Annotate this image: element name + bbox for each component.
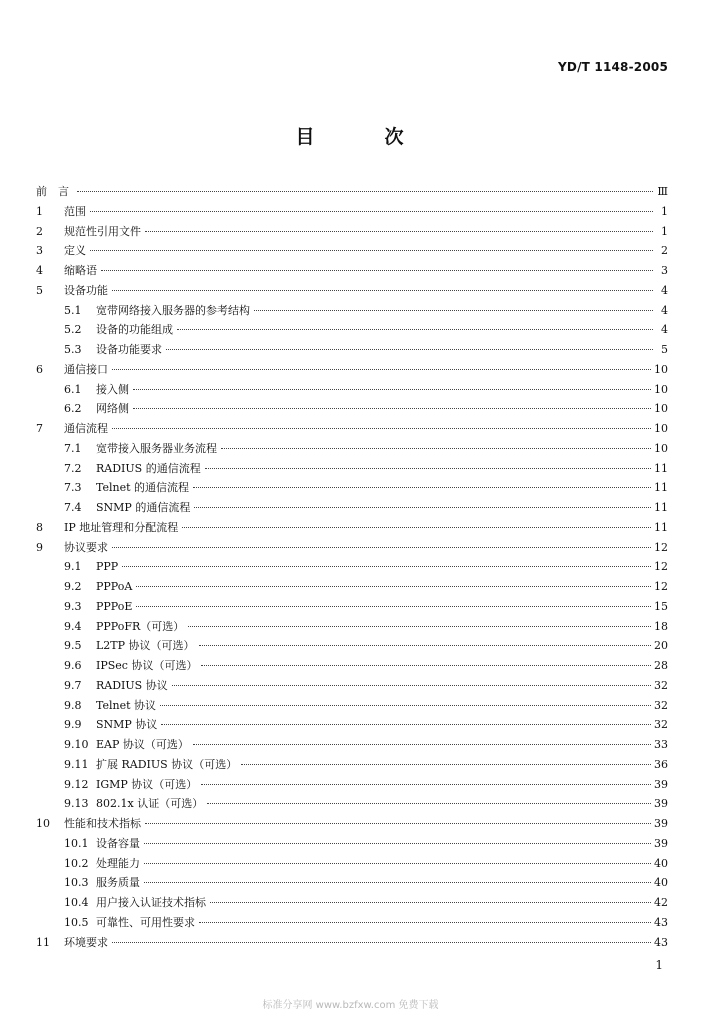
toc-entry-number: 7.2 <box>64 461 82 475</box>
toc-entry-title: 服务质量 <box>96 876 140 890</box>
toc-entry-number: 8 <box>36 520 43 534</box>
toc-entry[interactable] <box>36 419 668 439</box>
toc-entry-number: 9.10 <box>64 738 89 751</box>
toc-entry-page: 43 <box>654 915 668 929</box>
toc-entry-page: Ⅲ <box>657 185 668 198</box>
toc-leader-dots <box>145 231 653 232</box>
toc-entry-page: 12 <box>654 580 668 593</box>
toc-entry-page: 39 <box>654 836 668 850</box>
toc-entry[interactable] <box>36 814 668 834</box>
toc-entry-page: 39 <box>654 777 668 791</box>
toc-entry-title: PPPoFR（可选） <box>96 619 185 633</box>
toc-entry-title: 缩略语 <box>64 264 97 277</box>
toc-entry[interactable] <box>36 933 668 953</box>
toc-entry-page: 36 <box>654 757 668 771</box>
toc-entry[interactable] <box>36 399 668 419</box>
toc-entry-number: 1 <box>36 204 43 218</box>
page-number: 1 <box>655 958 663 972</box>
toc-entry[interactable] <box>36 360 668 380</box>
toc-entry-number: 9.11 <box>64 757 89 771</box>
toc-leader-dots <box>133 408 651 409</box>
toc-entry-title: Telnet 协议 <box>96 698 157 712</box>
toc-leader-dots <box>210 902 651 903</box>
toc-entry[interactable] <box>36 794 668 814</box>
toc-entry-number: 11 <box>36 935 50 949</box>
toc-entry-page: 15 <box>654 599 668 613</box>
watermark: 标准分享网 www.bzfxw.com 免费下载 <box>262 1000 439 1011</box>
toc-entry-title: 设备功能要求 <box>96 343 162 356</box>
toc-leader-dots <box>194 507 651 508</box>
toc-leader-dots <box>201 784 651 785</box>
toc-entry-page: 28 <box>654 659 668 672</box>
toc-entry-number: 9.2 <box>64 580 82 593</box>
toc-entry-number: 前 言 <box>36 185 69 198</box>
table-of-contents <box>36 182 668 952</box>
toc-leader-dots <box>199 922 651 923</box>
toc-entry-title: 网络侧 <box>96 402 129 416</box>
toc-entry[interactable] <box>36 597 668 617</box>
toc-entry-number: 7.3 <box>64 481 82 495</box>
toc-entry-number: 5.2 <box>64 323 82 337</box>
toc-entry-number: 2 <box>36 224 43 238</box>
toc-entry-number: 10.1 <box>64 836 89 850</box>
toc-entry[interactable] <box>36 893 668 913</box>
toc-entry-number: 7.1 <box>64 441 82 455</box>
toc-entry-number: 9.9 <box>64 718 82 732</box>
toc-entry-number: 6 <box>36 362 43 376</box>
toc-entry[interactable] <box>36 498 668 518</box>
toc-leader-dots <box>112 369 651 370</box>
toc-entry-title: 宽带网络接入服务器的参考结构 <box>96 303 250 317</box>
toc-entry-page: 4 <box>661 283 668 297</box>
toc-entry-title: 性能和技术指标 <box>64 817 141 830</box>
toc-entry-title: RADIUS 协议 <box>96 678 168 692</box>
toc-entry-page: 32 <box>654 678 668 692</box>
toc-entry-page: 1 <box>661 204 668 218</box>
toc-entry-title: SNMP 协议 <box>96 718 158 732</box>
toc-entry-page: 33 <box>654 738 668 751</box>
toc-entry[interactable] <box>36 834 668 854</box>
toc-entry-title: 规范性引用文件 <box>64 224 141 238</box>
toc-leader-dots <box>193 487 651 488</box>
toc-entry-number: 5.1 <box>64 303 82 317</box>
toc-leader-dots <box>201 665 651 666</box>
toc-leader-dots <box>172 685 651 686</box>
toc-leader-dots <box>90 211 653 212</box>
toc-entry-title: 环境要求 <box>64 935 108 949</box>
toc-entry-page: 32 <box>654 718 668 732</box>
toc-entry-title: IP 地址管理和分配流程 <box>64 520 179 534</box>
toc-entry-number: 10.2 <box>64 856 89 870</box>
toc-leader-dots <box>112 428 651 429</box>
toc-leader-dots <box>144 882 651 883</box>
title-char-1: 目 <box>295 126 317 148</box>
toc-leader-dots <box>101 270 653 271</box>
toc-entry-title: PPP <box>96 560 119 574</box>
toc-entry-title: IGMP 协议（可选） <box>96 777 198 791</box>
toc-leader-dots <box>207 803 651 804</box>
toc-entry-number: 10.5 <box>64 915 89 929</box>
toc-entry-title: Telnet 的通信流程 <box>96 481 190 495</box>
toc-entry-page: 40 <box>654 856 668 870</box>
standard-code: YD/T 1148-2005 <box>558 60 668 74</box>
toc-entry[interactable] <box>36 301 668 321</box>
toc-entry-title: PPPoA <box>96 580 133 593</box>
toc-entry[interactable] <box>36 320 668 340</box>
toc-entry-title: IPSec 协议（可选） <box>96 659 198 672</box>
toc-entry-page: 43 <box>654 935 668 949</box>
toc-entry-number: 4 <box>36 264 43 277</box>
toc-entry[interactable] <box>36 459 668 479</box>
toc-entry[interactable] <box>36 617 668 637</box>
toc-entry-number: 3 <box>36 244 43 258</box>
toc-entry[interactable] <box>36 518 668 538</box>
toc-entry-title: L2TP 协议（可选） <box>96 639 195 653</box>
toc-entry[interactable] <box>36 715 668 735</box>
toc-entry[interactable] <box>36 775 668 795</box>
toc-leader-dots <box>77 191 653 192</box>
toc-entry[interactable] <box>36 439 668 459</box>
toc-entry-number: 9.3 <box>64 599 82 613</box>
toc-entry-page: 1 <box>661 224 668 238</box>
toc-entry-title: 扩展 RADIUS 协议（可选） <box>96 757 238 771</box>
toc-entry-number: 9.12 <box>64 777 89 791</box>
toc-entry[interactable] <box>36 241 668 261</box>
toc-entry-page: 20 <box>654 639 668 653</box>
toc-leader-dots <box>112 942 651 943</box>
toc-entry[interactable] <box>36 222 668 242</box>
toc-entry[interactable] <box>36 478 668 498</box>
toc-leader-dots <box>254 310 653 311</box>
toc-entry-page: 10 <box>654 362 668 376</box>
toc-entry-number: 10.4 <box>64 896 89 909</box>
toc-entry[interactable] <box>36 281 668 301</box>
toc-entry-page: 39 <box>654 797 668 811</box>
toc-leader-dots <box>145 823 651 824</box>
toc-entry-title: 宽带接入服务器业务流程 <box>96 441 217 455</box>
toc-entry-title: 设备容量 <box>96 836 140 850</box>
toc-entry-page: 4 <box>661 323 668 337</box>
toc-entry-page: 5 <box>661 343 668 356</box>
toc-entry[interactable] <box>36 735 668 755</box>
toc-entry-page: 4 <box>661 303 668 317</box>
toc-entry-number: 7 <box>36 422 43 435</box>
toc-entry[interactable] <box>36 696 668 716</box>
toc-entry[interactable] <box>36 182 668 202</box>
toc-entry-number: 10 <box>36 817 50 830</box>
toc-entry-number: 9 <box>36 540 43 554</box>
toc-entry-title: 定义 <box>64 244 86 258</box>
toc-entry-title: 协议要求 <box>64 540 108 554</box>
toc-entry-title: 可靠性、可用性要求 <box>96 915 195 929</box>
toc-leader-dots <box>205 468 651 469</box>
toc-entry[interactable] <box>36 202 668 222</box>
toc-leader-dots <box>160 705 651 706</box>
toc-leader-dots <box>133 389 651 390</box>
toc-entry-title: 处理能力 <box>96 856 140 870</box>
toc-leader-dots <box>199 645 651 646</box>
toc-entry[interactable] <box>36 380 668 400</box>
toc-leader-dots <box>144 863 651 864</box>
toc-entry-page: 10 <box>654 422 668 435</box>
toc-entry-number: 9.7 <box>64 678 82 692</box>
toc-entry-number: 9.6 <box>64 659 82 672</box>
toc-entry-page: 3 <box>661 264 668 277</box>
toc-entry[interactable] <box>36 538 668 558</box>
toc-entry[interactable] <box>36 755 668 775</box>
toc-entry[interactable] <box>36 261 668 281</box>
toc-leader-dots <box>188 626 651 627</box>
toc-entry-page: 12 <box>654 540 668 554</box>
toc-entry[interactable] <box>36 854 668 874</box>
toc-entry-page: 10 <box>654 382 668 396</box>
toc-entry-number: 9.1 <box>64 560 82 574</box>
toc-entry-title: 802.1x 认证（可选） <box>96 797 204 811</box>
toc-leader-dots <box>182 527 651 528</box>
toc-entry-title: EAP 协议（可选） <box>96 738 189 751</box>
toc-leader-dots <box>241 764 651 765</box>
toc-entry[interactable] <box>36 676 668 696</box>
toc-leader-dots <box>136 606 651 607</box>
toc-entry-page: 42 <box>654 896 668 909</box>
toc-entry-page: 11 <box>654 520 668 534</box>
toc-entry-title: 用户接入认证技术指标 <box>96 896 206 909</box>
toc-leader-dots <box>177 329 653 330</box>
toc-entry-title: RADIUS 的通信流程 <box>96 461 201 475</box>
toc-entry-number: 6.2 <box>64 402 82 416</box>
toc-leader-dots <box>221 448 651 449</box>
toc-entry-title: 接入侧 <box>96 382 129 396</box>
toc-leader-dots <box>161 724 651 725</box>
toc-entry-page: 40 <box>654 876 668 890</box>
toc-entry-number: 9.4 <box>64 619 82 633</box>
toc-entry-title: SNMP 的通信流程 <box>96 501 191 514</box>
toc-entry-page: 11 <box>654 481 668 495</box>
toc-leader-dots <box>144 843 651 844</box>
toc-entry[interactable] <box>36 577 668 597</box>
toc-entry-title: PPPoE <box>96 599 133 613</box>
toc-leader-dots <box>112 547 651 548</box>
toc-entry-page: 11 <box>654 461 668 475</box>
toc-leader-dots <box>90 250 653 251</box>
toc-entry-page: 18 <box>654 619 668 633</box>
toc-entry-title: 通信接口 <box>64 362 108 376</box>
toc-entry-number: 7.4 <box>64 501 82 514</box>
toc-leader-dots <box>122 566 651 567</box>
toc-entry-page: 39 <box>654 817 668 830</box>
page-title <box>0 122 701 149</box>
toc-entry-title: 设备功能 <box>64 283 108 297</box>
toc-entry-title: 通信流程 <box>64 422 108 435</box>
toc-entry-number: 10.3 <box>64 876 89 890</box>
toc-leader-dots <box>136 586 651 587</box>
toc-entry-number: 9.5 <box>64 639 82 653</box>
toc-entry-page: 10 <box>654 441 668 455</box>
toc-entry[interactable] <box>36 636 668 656</box>
toc-entry-number: 9.8 <box>64 698 82 712</box>
toc-leader-dots <box>112 290 653 291</box>
toc-entry-number: 6.1 <box>64 382 82 396</box>
toc-entry-page: 2 <box>661 244 668 258</box>
toc-entry-number: 9.13 <box>64 797 89 811</box>
toc-entry-number: 5 <box>36 283 43 297</box>
toc-leader-dots <box>166 349 653 350</box>
toc-entry[interactable] <box>36 873 668 893</box>
toc-entry-page: 12 <box>654 560 668 574</box>
toc-entry[interactable] <box>36 557 668 577</box>
toc-entry-page: 32 <box>654 698 668 712</box>
toc-entry-page: 11 <box>654 501 668 514</box>
toc-entry[interactable] <box>36 340 668 360</box>
toc-leader-dots <box>193 744 651 745</box>
toc-entry-number: 5.3 <box>64 343 82 356</box>
toc-entry[interactable] <box>36 913 668 933</box>
title-char-2: 次 <box>384 126 406 148</box>
toc-entry-title: 范围 <box>64 204 86 218</box>
toc-entry[interactable] <box>36 656 668 676</box>
toc-entry-title: 设备的功能组成 <box>96 323 173 337</box>
toc-entry-page: 10 <box>654 402 668 416</box>
